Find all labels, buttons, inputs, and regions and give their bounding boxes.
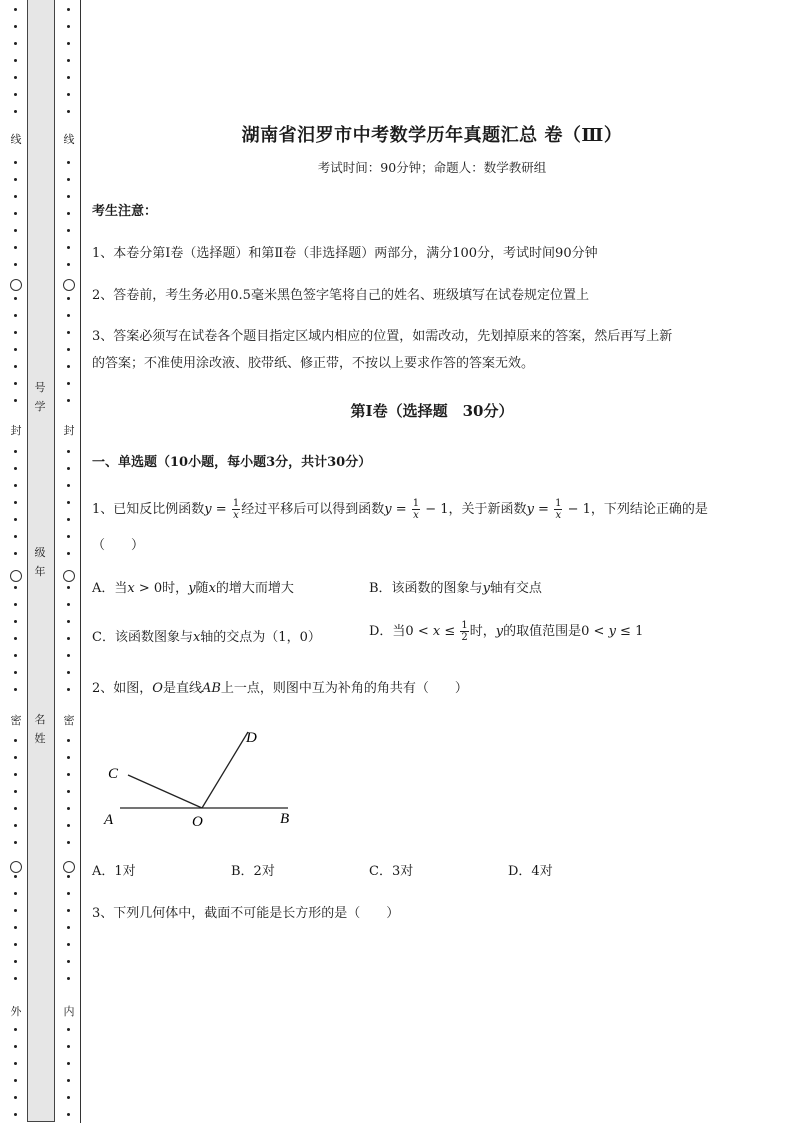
circle-mark <box>10 279 22 291</box>
ray-od <box>202 732 248 808</box>
field-name[interactable] <box>33 710 49 748</box>
seal-dot <box>14 263 17 266</box>
seal-dot <box>67 263 70 266</box>
seal-dot <box>14 501 17 504</box>
seal-dot <box>67 212 70 215</box>
seal-dot <box>14 654 17 657</box>
label-a: A <box>104 812 114 828</box>
outer-mark-mi: 密 <box>8 714 24 728</box>
seal-dot <box>67 25 70 28</box>
outer-mark-xian: 线 <box>8 133 24 147</box>
seal-dot <box>67 909 70 912</box>
seal-dot <box>14 331 17 334</box>
seal-dot <box>14 926 17 929</box>
circle-mark <box>63 570 75 582</box>
seal-dot <box>67 93 70 96</box>
seal-dot <box>14 841 17 844</box>
seal-dot <box>67 926 70 929</box>
seal-dot <box>14 297 17 300</box>
seal-dot <box>14 450 17 453</box>
seal-dot <box>67 841 70 844</box>
inner-mark-xian: 线 <box>61 133 77 147</box>
seal-dot <box>67 314 70 317</box>
seal-dot <box>67 501 70 504</box>
seal-dot <box>14 348 17 351</box>
seal-dot <box>14 399 17 402</box>
seal-dot <box>67 688 70 691</box>
seal-dot <box>14 42 17 45</box>
seal-dot <box>67 773 70 776</box>
notice-item-1: 1、本卷分第I卷（选择题）和第Ⅱ卷（非选择题）两部分，满分100分，考试时间90分钟 <box>92 246 598 261</box>
seal-dot <box>14 518 17 521</box>
outer-seal-line <box>8 0 24 1123</box>
seal-dot <box>67 76 70 79</box>
seal-dot <box>14 1096 17 1099</box>
field-label-text: 号学 <box>34 381 46 413</box>
seal-dot <box>14 960 17 963</box>
seal-dot <box>14 246 17 249</box>
circle-mark <box>63 279 75 291</box>
notice-item-3-cont: 的答案；不准使用涂改液、胶带纸、修正带，不按以上要求作答的答案无效。 <box>92 356 535 371</box>
seal-dot <box>14 1045 17 1048</box>
seal-dot <box>14 790 17 793</box>
seal-dot <box>14 603 17 606</box>
seal-dot <box>14 1079 17 1082</box>
circle-mark <box>10 570 22 582</box>
q1-option-a[interactable]: A．当x > 0时，y随x的增大而增大 <box>92 581 294 596</box>
seal-dot <box>67 110 70 113</box>
field-label-text: 名姓 <box>34 713 46 745</box>
seal-dot <box>14 314 17 317</box>
seal-dot <box>67 399 70 402</box>
seal-dot <box>67 59 70 62</box>
label-c: C <box>108 766 119 782</box>
seal-dot <box>67 671 70 674</box>
question-1-paren: （ ） <box>92 538 145 553</box>
seal-dot <box>14 1062 17 1065</box>
seal-dot <box>67 1113 70 1116</box>
seal-dot <box>14 25 17 28</box>
seal-dot <box>67 1028 70 1031</box>
seal-dot <box>14 178 17 181</box>
seal-dot <box>14 365 17 368</box>
seal-dot <box>67 620 70 623</box>
seal-dot <box>67 450 70 453</box>
angle-figure <box>100 722 310 832</box>
seal-dot <box>67 1096 70 1099</box>
field-grade[interactable] <box>33 543 49 581</box>
seal-dot <box>14 977 17 980</box>
seal-dot <box>67 756 70 759</box>
seal-dot <box>14 161 17 164</box>
seal-dot <box>67 552 70 555</box>
seal-dot <box>67 1062 70 1065</box>
question-1: 1、已知反比例函数y = $\frac{1}{x}$ 经过平移后可以得到函数y = $\frac{1}{x}$ − 1，关于新函数y = $\frac{1}{x}$ − 1，下列结论正确的是 <box>92 498 708 521</box>
seal-dot <box>14 110 17 113</box>
inner-seal-line <box>61 0 77 1123</box>
seal-dot <box>67 246 70 249</box>
seal-dot <box>67 518 70 521</box>
seal-dot <box>67 229 70 232</box>
fraction: $\frac{1}{x}$ <box>555 498 562 521</box>
part-heading: 一、单选题（10小题，每小题3分，共计30分） <box>92 455 372 470</box>
seal-dot <box>67 603 70 606</box>
seal-dot <box>14 807 17 810</box>
seal-dot <box>67 654 70 657</box>
inner-mark-mi: 密 <box>61 714 77 728</box>
seal-dot <box>14 824 17 827</box>
q2-option-d[interactable]: D．4对 <box>508 864 553 879</box>
seal-dot <box>67 178 70 181</box>
circle-mark <box>10 861 22 873</box>
seal-dot <box>67 824 70 827</box>
seal-dot <box>67 365 70 368</box>
seal-dot <box>14 195 17 198</box>
binding-margin <box>0 0 84 1123</box>
seal-dot <box>14 76 17 79</box>
seal-dot <box>14 1028 17 1031</box>
seal-dot <box>67 807 70 810</box>
page-title: 湖南省汨罗市中考数学历年真题汇总 卷（Ⅲ） <box>241 125 623 146</box>
seal-dot <box>67 161 70 164</box>
question-2: 2、如图，O是直线AB上一点，则图中互为补角的角共有（ ） <box>92 681 468 696</box>
seal-dot <box>14 467 17 470</box>
seal-dot <box>67 535 70 538</box>
fraction: $\frac{1}{x}$ <box>412 498 420 521</box>
seal-dot <box>67 297 70 300</box>
seal-dot <box>67 892 70 895</box>
outer-mark-wai: 外 <box>8 1005 24 1019</box>
seal-dot <box>67 960 70 963</box>
seal-dot <box>67 790 70 793</box>
seal-dot <box>67 195 70 198</box>
seal-dot <box>67 586 70 589</box>
seal-dot <box>67 943 70 946</box>
q2-option-c[interactable]: C．3对 <box>369 864 414 879</box>
seal-dot <box>67 977 70 980</box>
field-student-number[interactable] <box>33 378 49 416</box>
seal-dot <box>67 1079 70 1082</box>
seal-dot <box>14 1113 17 1116</box>
section-title: 第I卷（选择题 30分） <box>350 402 514 420</box>
seal-dot <box>67 42 70 45</box>
seal-dot <box>67 331 70 334</box>
seal-dot <box>14 484 17 487</box>
seal-dot <box>67 1045 70 1048</box>
seal-dot <box>14 892 17 895</box>
fraction: $\frac{1}{2}$ <box>461 620 468 643</box>
q2-option-a[interactable]: A．1对 <box>92 864 136 879</box>
seal-dot <box>14 93 17 96</box>
seal-dot <box>14 382 17 385</box>
field-label-text: 级年 <box>34 546 46 578</box>
ray-oc <box>128 775 202 808</box>
seal-dot <box>14 943 17 946</box>
label-o: O <box>192 814 203 830</box>
seal-dot <box>67 637 70 640</box>
margin-divider <box>80 0 81 1123</box>
q1-option-c[interactable]: C．该函数图象与x轴的交点为（1，0） <box>92 630 321 645</box>
fraction: $\frac{1}{x}$ <box>232 498 240 521</box>
seal-dot <box>67 348 70 351</box>
seal-dot <box>67 484 70 487</box>
notice-item-3: 3、答案必须写在试卷各个题目指定区域内相应的位置，如需改动，先划掉原来的答案，然后再写上新 <box>92 329 673 344</box>
seal-dot <box>14 535 17 538</box>
seal-dot <box>14 875 17 878</box>
seal-dot <box>14 552 17 555</box>
seal-dot <box>14 688 17 691</box>
q1-option-d[interactable]: D．当0 < x ≤ $\frac{1}{2}$ 时，y的取值范围是0 < y ≤ 1 <box>369 620 644 643</box>
q2-option-b[interactable]: B．2对 <box>231 864 275 879</box>
circle-mark <box>63 861 75 873</box>
seal-dot <box>67 382 70 385</box>
inner-mark-nei: 内 <box>61 1005 77 1019</box>
exam-info: 考试时间：90分钟；命题人：数学教研组 <box>317 160 547 175</box>
seal-dot <box>67 8 70 11</box>
seal-dot <box>14 212 17 215</box>
label-b: B <box>280 811 290 827</box>
seal-dot <box>14 229 17 232</box>
seal-dot <box>67 875 70 878</box>
seal-dot <box>14 8 17 11</box>
seal-dot <box>14 739 17 742</box>
question-3: 3、下列几何体中，截面不可能是长方形的是（ ） <box>92 906 400 921</box>
q1-option-b[interactable]: B．该函数的图象与y轴有交点 <box>369 581 542 596</box>
seal-dot <box>67 467 70 470</box>
seal-dot <box>67 739 70 742</box>
seal-dot <box>14 909 17 912</box>
notice-heading: 考生注意： <box>92 204 158 219</box>
inner-mark-feng: 封 <box>61 424 77 438</box>
seal-dot <box>14 59 17 62</box>
notice-item-2: 2、答卷前，考生务必用0.5毫米黑色签字笔将自己的姓名、班级填写在试卷规定位置上 <box>92 288 589 303</box>
outer-mark-feng: 封 <box>8 424 24 438</box>
seal-dot <box>14 756 17 759</box>
seal-dot <box>14 637 17 640</box>
seal-dot <box>14 671 17 674</box>
seal-dot <box>14 586 17 589</box>
seal-dot <box>14 773 17 776</box>
label-d: D <box>246 730 257 746</box>
seal-dot <box>14 620 17 623</box>
